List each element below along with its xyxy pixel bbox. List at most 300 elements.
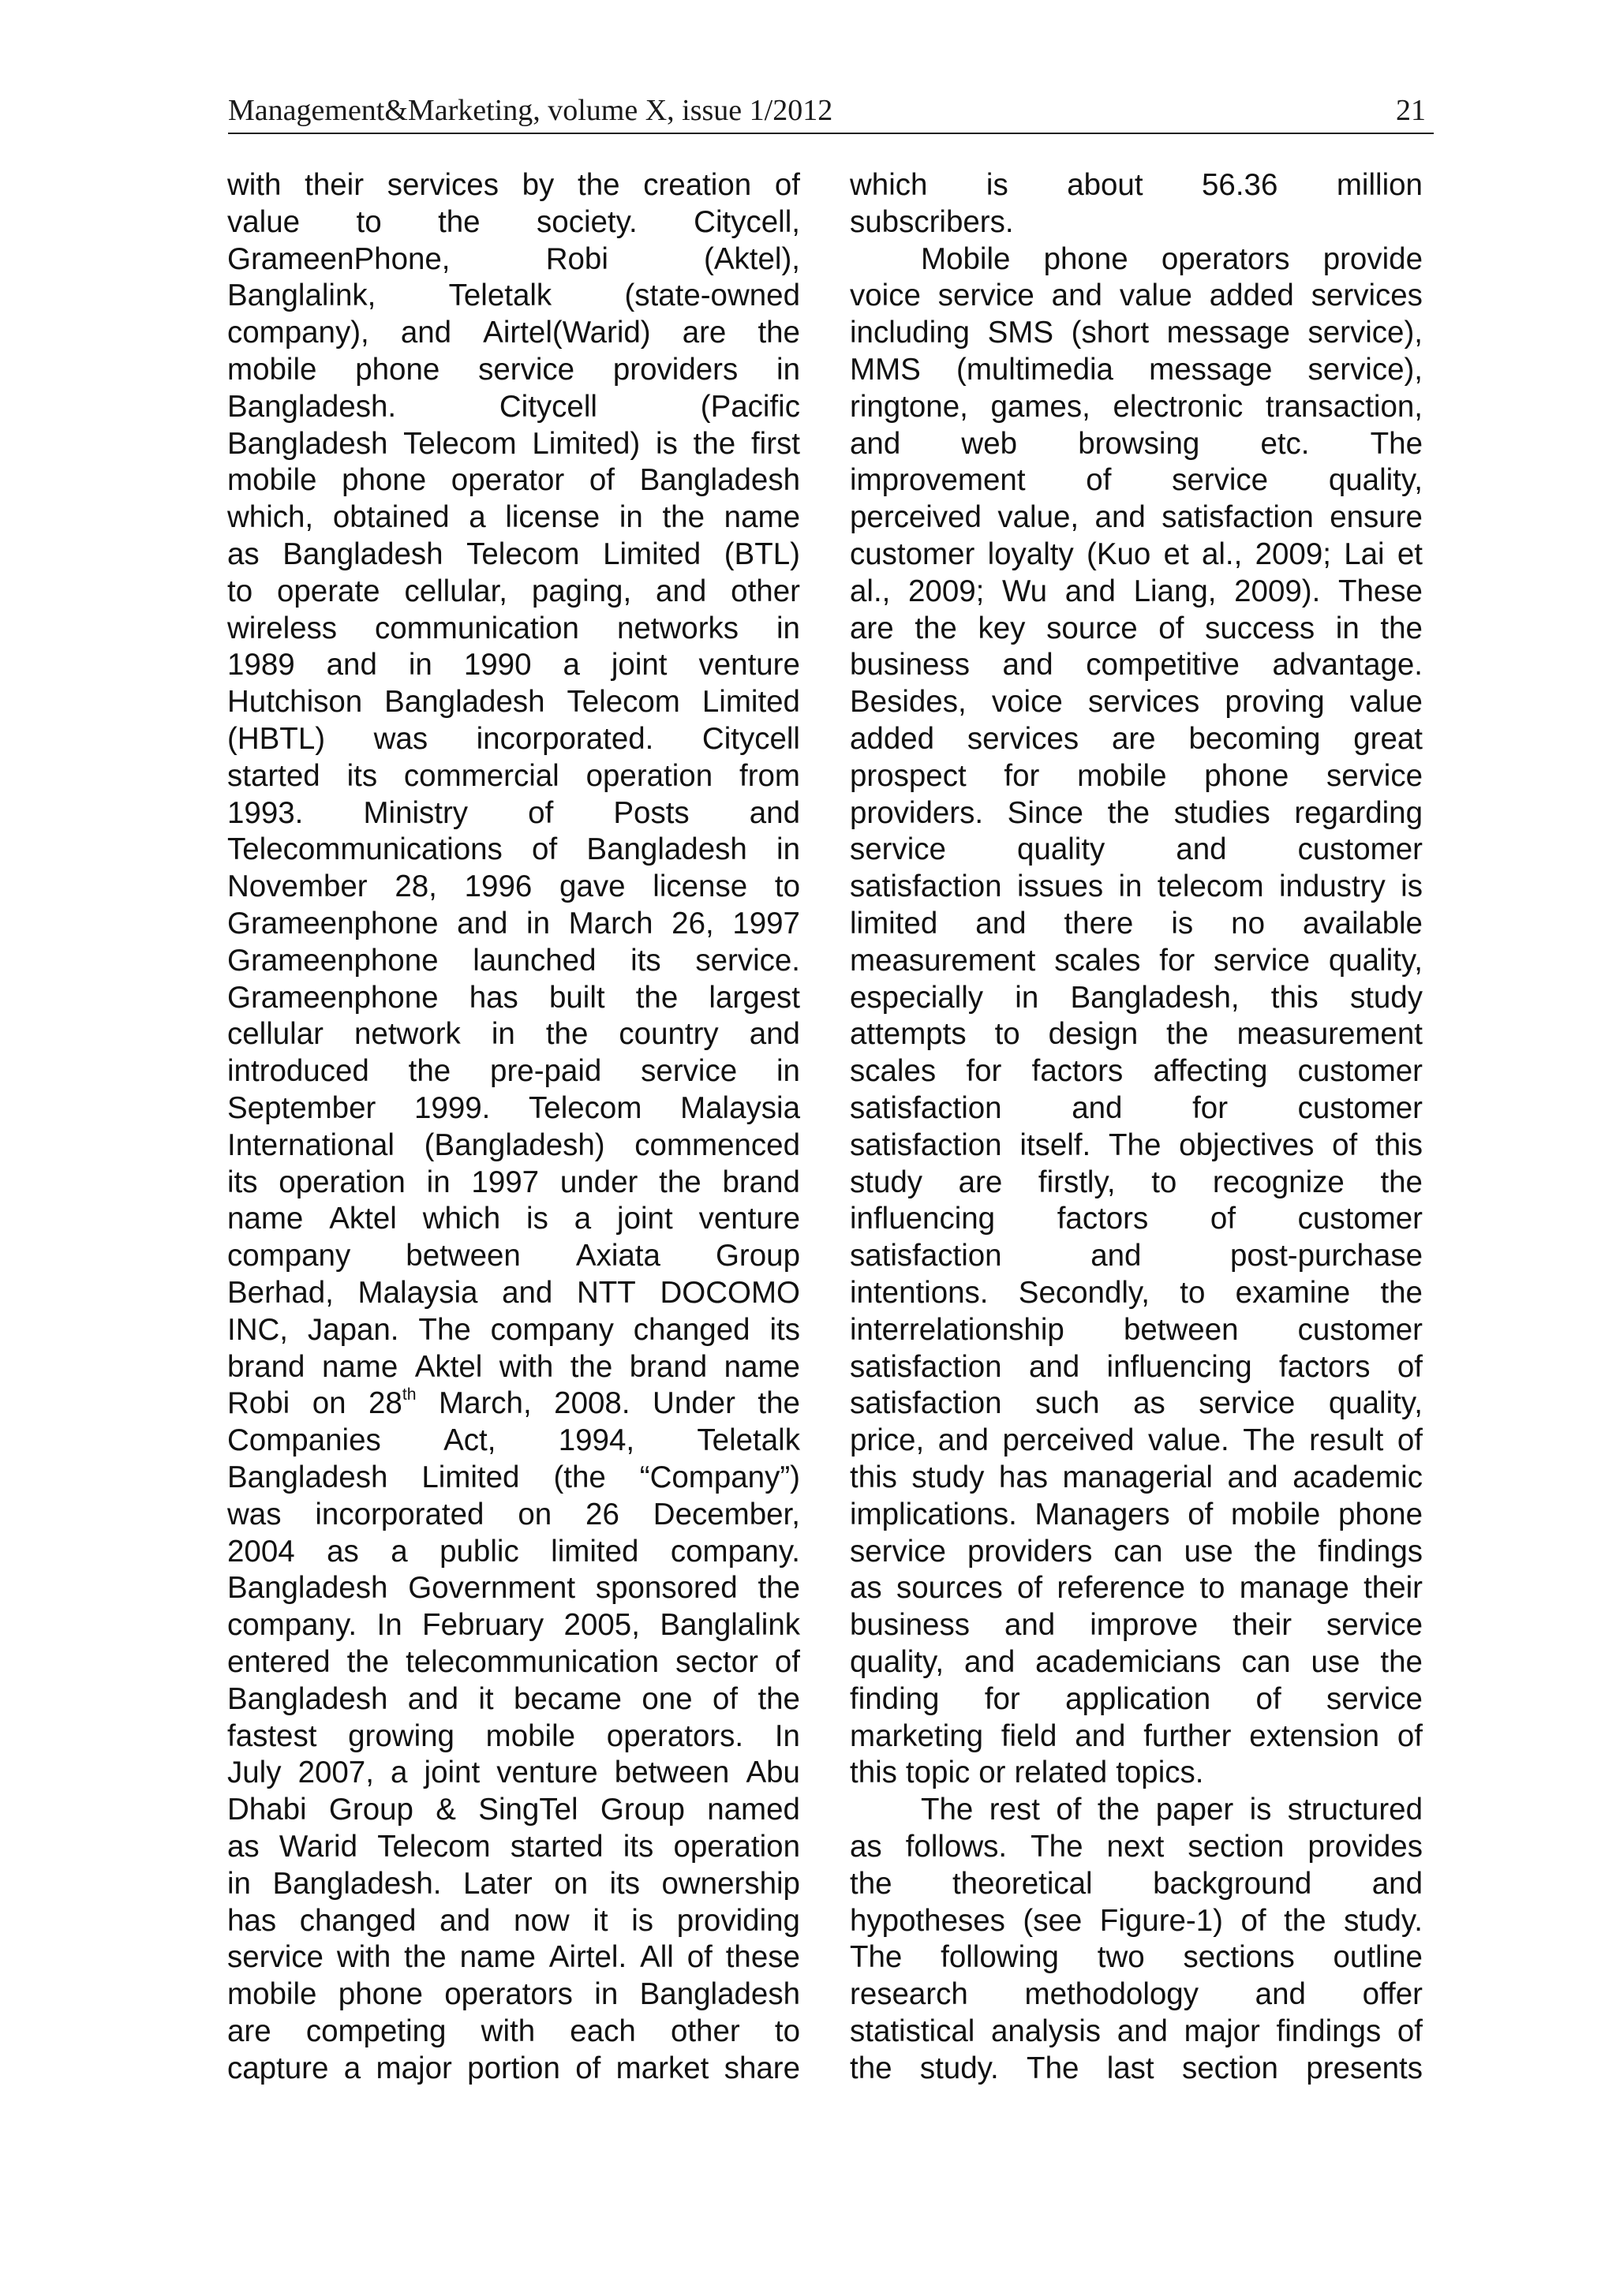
word: measurement: [850, 943, 1036, 978]
word: creation: [643, 168, 752, 202]
word: factors: [1278, 1349, 1371, 1384]
word: in: [594, 1977, 619, 2012]
word: and: [1371, 1866, 1423, 1901]
text-line: [227, 426, 800, 463]
word: of: [532, 832, 558, 867]
word: The: [1243, 1423, 1296, 1458]
word: offer: [1362, 1977, 1423, 2012]
word: value,: [997, 500, 1079, 535]
text-line: [227, 1792, 800, 1829]
word: competing: [305, 2014, 447, 2048]
text-line: [850, 1201, 1423, 1238]
word: million: [1336, 168, 1423, 202]
word: limited: [551, 1534, 639, 1569]
text-line: [850, 721, 1423, 758]
word: Warid: [279, 1830, 357, 1864]
word: voice: [850, 279, 921, 313]
text-line: [850, 1755, 1423, 1792]
word: managerial: [1062, 1460, 1213, 1494]
word: rest: [989, 1793, 1040, 1827]
word: joint: [617, 1202, 673, 1236]
word: commenced: [634, 1127, 800, 1162]
word: communication: [375, 611, 579, 645]
word: firstly,: [1038, 1165, 1116, 1199]
word: the: [758, 316, 800, 350]
word: design: [1048, 1017, 1139, 1052]
word: Grameenphone: [227, 980, 439, 1015]
word: In: [376, 1608, 402, 1643]
word: are: [227, 2014, 271, 2048]
word: 1990: [463, 648, 532, 682]
text-line: [850, 2051, 1423, 2088]
word: These: [1337, 574, 1423, 608]
word: satisfaction: [850, 1091, 1002, 1125]
word: a: [343, 2051, 361, 2085]
text-line: [850, 906, 1423, 943]
word: study.: [1344, 1903, 1423, 1938]
word: application: [1065, 1681, 1211, 1716]
word: and: [1255, 1977, 1306, 2012]
word: Bangladesh: [227, 426, 388, 461]
word: analysis: [990, 2014, 1102, 2048]
word: is: [631, 1903, 654, 1938]
text-line: [227, 869, 800, 906]
word: in: [776, 611, 800, 645]
text-line: [850, 1127, 1423, 1165]
word: incorporated: [315, 1497, 484, 1531]
text-line: [227, 1349, 800, 1386]
word: Banglalink,: [227, 279, 376, 313]
text-line: [850, 869, 1423, 906]
text-line: [850, 1939, 1423, 1976]
word: section: [1188, 1830, 1285, 1864]
word: from: [739, 758, 800, 793]
word: In: [774, 1718, 800, 1753]
word: joint: [424, 1756, 481, 1790]
text-line: [850, 1866, 1423, 1903]
word: providers: [612, 353, 739, 387]
text-line: [850, 1312, 1423, 1349]
word: quality,: [1328, 1386, 1423, 1421]
word: March,: [439, 1386, 532, 1421]
word: becoming: [1188, 722, 1321, 756]
word: itself.: [1019, 1127, 1091, 1162]
word: quality,: [850, 1645, 945, 1679]
word: topics.: [1116, 1756, 1204, 1790]
word: market: [615, 2051, 709, 2085]
word: message: [1149, 353, 1273, 387]
text-line: [850, 1718, 1423, 1756]
word: (short: [1071, 316, 1150, 350]
word: service: [1326, 758, 1423, 793]
word: outline: [1333, 1940, 1423, 1975]
word: of: [1255, 1681, 1281, 1716]
word: March: [568, 907, 653, 940]
text-line: [850, 1829, 1423, 1866]
word: the: [659, 1165, 701, 1199]
word: International: [227, 1127, 395, 1162]
word: objectives: [1179, 1127, 1315, 1162]
word: Liang,: [1133, 574, 1217, 608]
word: in: [426, 1165, 451, 1199]
word: factors: [1057, 1202, 1149, 1236]
word: company),: [227, 316, 369, 350]
word: added: [1209, 279, 1294, 313]
word: mobile: [227, 463, 317, 498]
word: providing: [676, 1903, 800, 1938]
word: &: [436, 1793, 456, 1827]
word: value: [1349, 685, 1423, 720]
word: (the: [553, 1460, 606, 1494]
word: Bangladesh: [384, 685, 545, 720]
word: al.,: [1201, 537, 1243, 571]
word: with: [481, 2014, 536, 2048]
word: Limited: [603, 537, 701, 571]
word: price,: [850, 1423, 925, 1458]
word: telecommunication: [406, 1645, 660, 1679]
word: Bangladesh: [227, 1571, 388, 1606]
word: their: [305, 168, 365, 202]
ordinal-superscript: th: [402, 1385, 417, 1404]
word: of: [1056, 1793, 1082, 1827]
word: is: [1401, 869, 1423, 904]
word: perceived: [850, 500, 982, 535]
word: and: [1004, 1608, 1056, 1643]
word: to: [356, 204, 382, 239]
word: Aktel: [329, 1202, 397, 1236]
word: Telecom: [529, 1091, 642, 1125]
word: and: [1002, 648, 1053, 682]
word: The: [1027, 2051, 1079, 2085]
word: Companies: [227, 1423, 381, 1458]
word: NTT: [576, 1276, 636, 1310]
text-line: [227, 167, 800, 204]
word: its: [630, 943, 661, 978]
word: (Kuo: [1087, 537, 1151, 571]
word: phone: [1337, 1497, 1423, 1531]
word: methodology: [1024, 1977, 1199, 2012]
word: their: [1364, 1571, 1423, 1606]
word: the: [850, 1866, 892, 1901]
word: in: [776, 832, 800, 867]
word: customer: [1297, 1202, 1423, 1236]
word: the: [850, 2051, 892, 2085]
word: for: [1192, 1091, 1229, 1125]
word: services: [387, 168, 499, 202]
word: satisfaction: [850, 1127, 1002, 1162]
word: and: [400, 316, 452, 350]
word: 1993.: [227, 795, 304, 830]
word: is: [526, 1202, 548, 1236]
word: affecting: [1153, 1054, 1268, 1089]
text-line: [227, 1681, 800, 1718]
word: extension: [1249, 1718, 1380, 1753]
word: this: [1270, 980, 1319, 1015]
word: introduced: [227, 1054, 369, 1089]
text-line: [227, 1238, 800, 1275]
word: SingTel: [478, 1793, 578, 1827]
word: Citycell: [499, 389, 597, 424]
word: field: [1001, 1718, 1057, 1753]
word: findings: [1276, 2014, 1382, 2048]
word: 2009;: [908, 574, 985, 608]
word: its: [227, 1165, 258, 1199]
word: follows.: [905, 1830, 1008, 1864]
word: can: [1113, 1534, 1163, 1569]
word: use: [1184, 1534, 1233, 1569]
text-line: [227, 647, 800, 684]
word: 1997: [471, 1165, 540, 1199]
word: especially: [850, 980, 984, 1015]
text-line: [227, 1201, 800, 1238]
word: the: [404, 1940, 447, 1975]
word: quality: [1017, 832, 1105, 867]
word: which: [422, 1202, 501, 1236]
text-line: [227, 611, 800, 648]
word: Dhabi: [227, 1793, 307, 1827]
word: this: [1375, 1127, 1423, 1162]
text-line: [850, 315, 1423, 352]
text-line: [850, 499, 1423, 537]
text-line: [227, 1903, 800, 1940]
word: name: [459, 1940, 536, 1975]
word: February: [422, 1608, 544, 1643]
word: service: [1199, 1386, 1296, 1421]
word: Telecom: [377, 1830, 491, 1864]
word: as: [227, 537, 260, 571]
word: influencing: [850, 1202, 996, 1236]
text-line: [850, 1090, 1423, 1127]
word: as: [850, 1830, 882, 1864]
word: 28,: [395, 869, 437, 904]
word: Malaysia: [357, 1276, 478, 1310]
word: improve: [1090, 1608, 1199, 1643]
word: browsing: [1078, 426, 1200, 461]
word: on: [312, 1386, 346, 1421]
word: and: [1227, 1460, 1278, 1494]
word: value.: [1147, 1423, 1229, 1458]
word: of: [1017, 1571, 1043, 1606]
text-line: [850, 1423, 1423, 1460]
word: Limited: [701, 685, 800, 720]
word: joint: [611, 648, 668, 682]
word: in: [526, 907, 550, 940]
word: advantage.: [1272, 648, 1423, 682]
word: the: [408, 1054, 451, 1089]
text-line: [227, 906, 800, 943]
text-line: [850, 574, 1423, 611]
word: of: [1158, 611, 1184, 645]
text-line: [850, 2014, 1423, 2051]
word: the: [1380, 1276, 1423, 1310]
word: Axiata: [575, 1239, 660, 1273]
text-line: [850, 1792, 1423, 1829]
word: two: [1097, 1940, 1145, 1975]
word: service: [1214, 943, 1310, 978]
text-line: [227, 795, 800, 832]
word: finding: [850, 1681, 940, 1716]
word: it: [593, 1903, 608, 1938]
word: and: [1072, 1091, 1123, 1125]
word: 56.36: [1202, 168, 1278, 202]
word: Besides,: [850, 685, 967, 720]
text-line: [850, 352, 1423, 389]
word: and: [1094, 500, 1146, 535]
word: started: [510, 1830, 604, 1864]
word: background: [1153, 1866, 1312, 1901]
word: as: [327, 1534, 359, 1569]
text-line: [227, 537, 800, 574]
text-line: [227, 315, 800, 352]
text-line: [850, 389, 1423, 426]
text-line: [227, 389, 800, 426]
word: phone: [1043, 241, 1128, 276]
page-number: 21: [1396, 94, 1426, 127]
text-line: [227, 462, 800, 499]
word: to: [994, 1017, 1020, 1052]
word: influencing: [1106, 1349, 1252, 1384]
word: the: [438, 204, 481, 239]
text-line: [850, 832, 1423, 869]
word: Citycell: [701, 722, 800, 756]
word: changed: [633, 1312, 750, 1347]
word: is: [1171, 907, 1194, 940]
word: 28th: [368, 1385, 417, 1421]
word: and: [457, 907, 508, 940]
word: GrameenPhone,: [227, 241, 451, 276]
text-line: [227, 1016, 800, 1053]
word: named: [707, 1793, 800, 1827]
word: etc.: [1260, 426, 1310, 461]
word: quality,: [1328, 463, 1423, 498]
word: to: [1180, 1276, 1206, 1310]
word: the: [1166, 1017, 1209, 1052]
word: Airtel.: [548, 1940, 627, 1975]
header-rule: [228, 133, 1434, 134]
word: in: [1118, 869, 1143, 904]
word: Telecommunications: [227, 832, 503, 867]
text-line: [227, 1829, 800, 1866]
word: Airtel(Warid): [483, 316, 651, 350]
word: company.: [227, 1608, 357, 1643]
word: this: [850, 1756, 897, 1790]
word: service: [850, 1534, 946, 1569]
word: growing: [348, 1718, 454, 1753]
word: value: [227, 204, 301, 239]
word: Limited: [421, 1460, 520, 1494]
text-line: [850, 1681, 1423, 1718]
word: Grameenphone: [227, 907, 439, 940]
word: of: [1332, 1127, 1358, 1162]
word: Group: [328, 1793, 413, 1827]
word: name: [227, 1202, 304, 1236]
text-line: [850, 1165, 1423, 1202]
word: Bangladesh: [227, 1460, 388, 1494]
text-line: [227, 2014, 800, 2051]
journal-title: Management&Marketing, volume X, issue 1/2012: [228, 94, 833, 127]
word: result: [1309, 1423, 1384, 1458]
word: recognize: [1212, 1165, 1345, 1199]
word: paging,: [531, 574, 632, 608]
word: Hutchison: [227, 685, 363, 720]
word: of: [1086, 463, 1112, 498]
word: available: [1303, 907, 1423, 940]
text-line: [227, 1570, 800, 1607]
word: operator: [451, 463, 565, 498]
text-line: [850, 611, 1423, 648]
word: networks: [616, 611, 739, 645]
word: and: [975, 907, 1027, 940]
word: following: [941, 1940, 1059, 1975]
word: the: [1380, 1165, 1423, 1199]
word: service: [478, 353, 575, 387]
word: study: [911, 1460, 985, 1494]
word: limited: [850, 907, 938, 940]
text-line: [227, 278, 800, 315]
word: ensure: [1330, 500, 1423, 535]
word: (HBTL): [227, 722, 326, 756]
word: its: [346, 758, 378, 793]
word: no: [1231, 907, 1265, 940]
word: of: [1397, 1349, 1423, 1384]
word: each: [570, 2014, 636, 2048]
word: with: [227, 168, 282, 202]
word: services: [1088, 685, 1200, 720]
word: now: [514, 1903, 570, 1938]
word: for: [1004, 758, 1040, 793]
word: service.: [695, 943, 800, 978]
word: Lai: [1344, 537, 1385, 571]
word: in: [776, 1054, 800, 1089]
word: Bangladesh.: [227, 389, 397, 424]
word: study: [1349, 980, 1423, 1015]
word: providers.: [850, 795, 984, 830]
word: and: [440, 1903, 491, 1938]
word: service: [1326, 1681, 1423, 1716]
word: MMS: [850, 353, 921, 387]
word: issues: [1016, 869, 1104, 904]
word: academicians: [1035, 1645, 1221, 1679]
text-line: [227, 758, 800, 795]
word: Teletalk: [448, 279, 552, 313]
text-line: [850, 1460, 1423, 1497]
word: which,: [227, 500, 314, 535]
word: of: [712, 1681, 739, 1716]
word: for: [966, 1054, 1002, 1089]
word: and: [326, 648, 377, 682]
word: 1996: [464, 869, 533, 904]
word: service: [937, 279, 1034, 313]
word: there: [1064, 907, 1134, 940]
word: between: [614, 1756, 730, 1790]
word: the: [578, 168, 620, 202]
word: intentions.: [850, 1276, 989, 1310]
word: 2005,: [563, 1608, 640, 1643]
word: telecom: [1157, 869, 1264, 904]
word: satisfaction: [850, 1349, 1002, 1384]
word: customer: [1297, 1054, 1423, 1089]
word: SMS: [987, 316, 1054, 350]
word: perceived: [1002, 1423, 1135, 1458]
word: this: [850, 1460, 897, 1494]
word: launched: [473, 943, 597, 978]
text-line: [850, 980, 1423, 1017]
word: became: [514, 1681, 622, 1716]
word: brand: [227, 1349, 305, 1384]
word: of: [528, 795, 554, 830]
word: of: [575, 2051, 601, 2085]
word: a: [469, 500, 486, 535]
